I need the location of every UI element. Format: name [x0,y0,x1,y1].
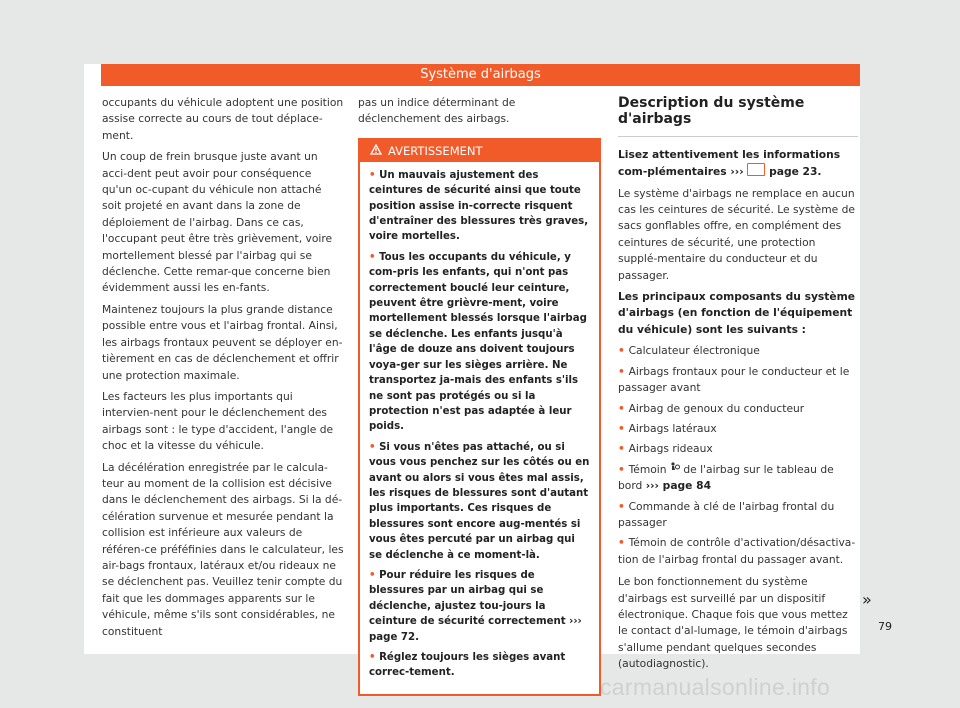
warning-body [360,162,599,694]
paragraph: Le système d'airbags ne remplace en aucun cas les ceintures de sécurité. Le système de sacs gonflables offre, en complément des ceintures de sécurité, une protection supplé-mentaire du conducteur et du passager. [618,186,855,282]
column-middle [358,95,601,696]
list-item: • Témoin de contrôle d'activation/désactiva-tion de l'airbag frontal du passager avant. [618,536,856,566]
watermark: carmanualsonline.info [600,674,831,700]
manual-page [84,64,892,679]
bullet-icon: • [618,401,629,415]
airbag-warning-icon [670,463,680,476]
warning-header [360,140,599,162]
bullet-icon: • [618,364,629,378]
bullet-icon: • [369,169,380,181]
bullet-icon: • [369,569,380,581]
list-item: • Airbags latéraux [618,421,717,435]
warning-item: • Un mauvais ajustement des ceintures de sécurité ainsi que toute position assise in-correcte risquent d'entraîner des blessures très graves, voire mortelles. [369,169,589,243]
bullet-icon: • [369,652,380,663]
bullet-icon: • [618,344,629,358]
paragraph: La décélération enregistrée par le calcula-teur au moment de la collision est décisive dans le déclenchement des airbags. Si la dé-célération survenue et mesurée pendant la collision est inférieure aux valeurs de référen-ce préféfinies dans le calculateur, les air-bags frontaux, latéraux et/ou rideaux ne se déclenchent pas. Veuillez tenir compte du fait que les dommages apparents sur le véhicule, même s'ils sont considérables, ne constituent [102,460,344,638]
warning-item: • Pour réduire les risques de blessures par un airbag qui se déclenche, ajustez tou-jours la ceinture de sécurité correctement ››› page 72. [369,569,582,643]
bullet-icon: • [618,462,629,476]
list-item: • Témoin de l'airbag sur le tableau de bord ››› page 84 [618,462,834,493]
page-link[interactable]: page 23. [769,165,822,179]
bullet-icon: • [618,536,629,550]
paragraph-bold: Les principaux composants du système d'airbags (en fonction de l'équipement du véhicule) sont les suivants : [618,290,856,336]
list-item: • Airbag de genoux du conducteur [618,401,805,415]
page-number: 79 [878,620,892,633]
paragraph: pas un indice déterminant de déclenchement des airbags. [358,96,516,126]
bullet-icon: • [618,421,629,435]
bullet-icon: • [618,499,629,513]
warning-item: • Réglez toujours les sièges avant correc-tement. [369,652,566,679]
page-link[interactable]: ››› page 84 [645,479,712,493]
bullet-icon: • [369,441,380,453]
book-icon [747,163,765,176]
paragraph: Le bon fonctionnement du système d'airbags est surveillé par un dispositif électronique. Chaque fois que vous mettez le contact d'al-lumage, le témoin d'airbags s'allume pendant quelques secondes (autodiagnostic). [618,575,848,671]
paragraph: Maintenez toujours la plus grande distance possible entre vous et l'airbag frontal. Ainsi, les airbags frontaux peuvent se déployer en-tièrement en cas de déclenchement et offrir une protection maximale. [102,302,343,382]
list-item: • Commande à clé de l'airbag frontal du passager [618,499,835,529]
paragraph: Les facteurs les plus importants qui intervien-nent pour le déclenchement des airbags sont : le type d'accident, l'angle de choc et la vitesse du véhicule. [102,389,334,453]
continue-arrow-icon: » [862,590,872,609]
list-item: • Calculateur électronique [618,344,760,358]
warning-item: • Si vous n'êtes pas attaché, ou si vous vous penchez sur les côtés ou en avant ou alors si vous êtes mal assis, les risques de blessures sont d'autant plus importants. Ces risques de blessures sont encore aug-mentés si vous êtes percuté par un airbag qui se déclenche à ce moment-là. [369,441,590,561]
warning-triangle-icon [370,140,382,162]
list-item: • Airbags frontaux pour le conducteur et le passager avant [618,364,850,395]
component-list [618,343,858,568]
paragraph: Un coup de frein brusque juste avant un acci-dent peut avoir pour conséquence qu'un oc-cupant du véhicule non attaché soit projeté en avant dans la zone de déploiement de l'airbag. Dans ce cas, l'occupant peut être très grièvement, voire mortellement blessé par l'airbag qui se déclenche. Cette remar-que concerne bien évidemment aussi les en-fants. [102,150,333,295]
column-left [102,95,344,645]
chapter-header: Système d'airbags [101,64,860,86]
list-item: • Airbags rideaux [618,442,713,456]
section-title: Description du système d'airbags [618,93,858,137]
warning-box [358,138,601,696]
bullet-icon: • [618,442,629,456]
warning-item: • Tous les occupants du véhicule, y com-pris les enfants, qui n'ont pas correctement bouclé leur ceinture, peuvent être grièvre-ment, voire mortellement blessés lorsque l'airbag se déclenche. Les enfants jusqu'à l'âge de douze ans doivent toujours voya-ger sur les sièges arrière. Ne transportez ja-mais des enfants s'ils ne sont pas protégés ou si la protection n'est pas adaptée à leur poids. [369,251,587,433]
bullet-icon: • [369,251,380,263]
warning-title: AVERTISSEMENT [388,143,483,158]
column-right [618,95,858,678]
paragraph: occupants du véhicule adoptent une position assise correcte au cours de tout déplace-ment. [102,96,344,142]
intro-paragraph: Lisez attentivement les informations com-plémentaires ››› page 23. [618,147,841,179]
